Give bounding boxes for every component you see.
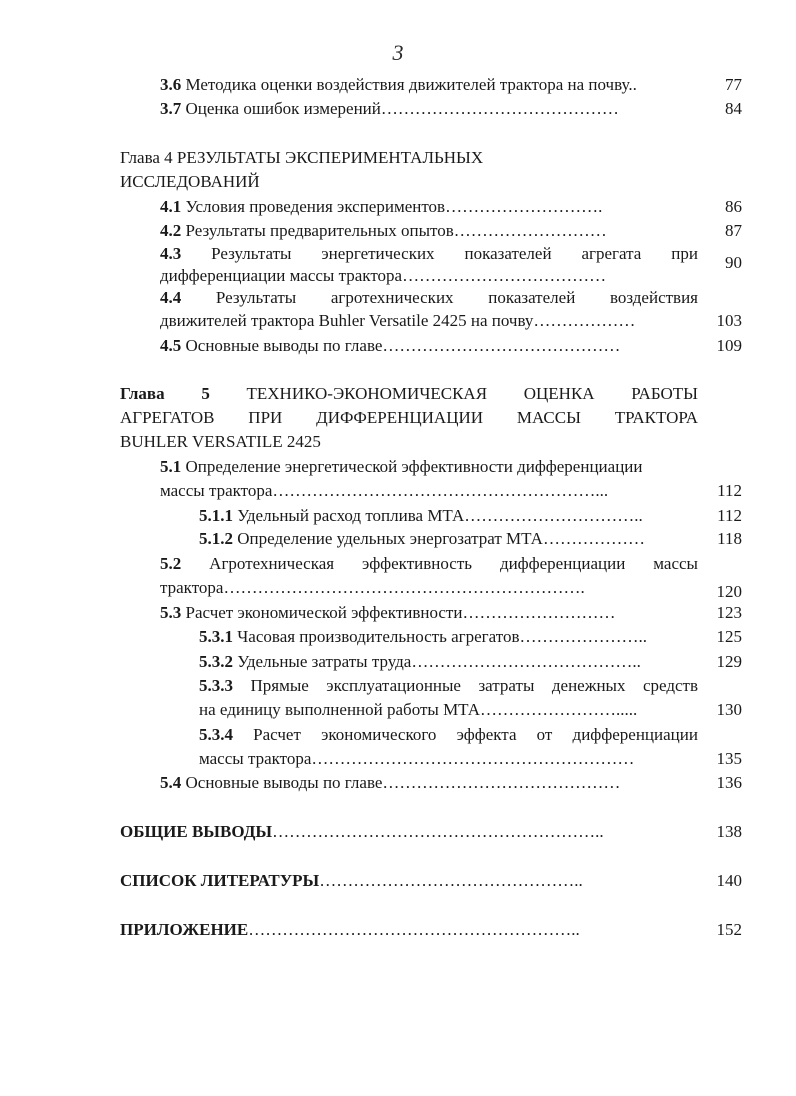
section-number: 5.3.2 (199, 652, 233, 671)
section-number: 5.3.4 (199, 725, 233, 744)
section-title: ОБЩИЕ ВЫВОДЫ (120, 822, 273, 841)
chapter-4-title-line-2: ИССЛЕДОВАНИЙ (120, 172, 260, 191)
word: при (671, 244, 698, 263)
toc-entry-5-1-2[interactable] (0, 527, 796, 551)
section-number: 5.1 (160, 457, 182, 476)
section-title: Расчет экономической эффективности……………………… (181, 603, 616, 622)
word: эффективность (362, 554, 473, 573)
toc-entry-5-3-3-cont (0, 698, 796, 722)
section-number: 5.1.1 (199, 506, 233, 525)
word: агротехнических (330, 288, 454, 307)
section-title-line-2: движителей трактора Buhler Versatile 2425 на почву……………… (160, 311, 636, 330)
page-ref: 87 (725, 221, 742, 240)
page-ref: 138 (716, 822, 742, 841)
page-ref: 152 (716, 920, 742, 939)
toc-entry-5-2-cont (0, 576, 796, 600)
page-ref: 118 (717, 529, 742, 548)
page-ref: 135 (716, 749, 742, 768)
word: затраты (478, 676, 535, 695)
toc-entry-5-3-4[interactable] (199, 723, 698, 747)
section-number: 3.6 (160, 75, 182, 94)
word: РАБОТЫ (631, 384, 698, 403)
word: воздействия (609, 288, 698, 307)
page-ref: 77 (725, 75, 742, 94)
word: Расчет (253, 725, 301, 744)
chapter-5-heading-line-1 (120, 382, 698, 406)
dot-leader: ………………………………………………….. (248, 920, 580, 939)
word: МАССЫ (516, 408, 581, 427)
page-ref: 112 (717, 481, 742, 500)
page-ref: 103 (716, 311, 742, 330)
word: энергетических (321, 244, 435, 263)
section-title-line-2: на единицу выполненной работы МТА……………………..... (199, 700, 638, 719)
section-title: ПРИЛОЖЕНИЕ (120, 920, 249, 939)
chapter-label: Глава (120, 384, 165, 403)
toc-entry-5-1-cont (0, 479, 796, 503)
chapter-number: 5 (201, 384, 210, 403)
toc-entry-literature[interactable] (0, 869, 796, 893)
section-number: 4.4 (160, 288, 182, 307)
section-number: 5.2 (160, 554, 182, 573)
toc-entry-4-3-page (0, 251, 796, 275)
page-ref: 125 (716, 627, 742, 646)
toc-entry-4-4[interactable] (160, 286, 698, 310)
section-number: 5.3 (160, 603, 182, 622)
word: ТЕХНИКО-ЭКОНОМИЧЕСКАЯ (246, 384, 488, 403)
page-ref: 130 (716, 700, 742, 719)
page-ref: 112 (717, 506, 742, 525)
word: экономического (321, 725, 437, 744)
word: денежных (551, 676, 626, 695)
toc-entry-3-6[interactable] (0, 73, 796, 97)
word: средств (642, 676, 698, 695)
toc-entry-5-3-1[interactable] (0, 625, 796, 649)
page-ref: 86 (725, 197, 742, 216)
word: ПРИ (248, 408, 283, 427)
section-title: Удельные затраты труда………………………………….. (233, 652, 641, 671)
word: ДИФФЕРЕНЦИАЦИИ (316, 408, 484, 427)
word: показателей (488, 288, 576, 307)
section-title-line-2: массы трактора………………………………………………… (199, 749, 635, 768)
page-ref: 123 (716, 603, 742, 622)
word: эксплуатационные (326, 676, 461, 695)
section-title: Основные выводы по главе…………………………………… (181, 773, 621, 792)
section-number: 5.4 (160, 773, 182, 792)
page-ref: 120 (716, 582, 742, 601)
word: эффекта (456, 725, 517, 744)
section-title: Результаты предварительных опытов……………………… (181, 221, 607, 240)
chapter-5-title-line-3: BUHLER VERSATILE 2425 (120, 432, 321, 451)
toc-entry-4-1[interactable] (0, 195, 796, 219)
toc-entry-appendix[interactable] (0, 918, 796, 942)
page-ref: 109 (716, 336, 742, 355)
word: показателей (464, 244, 552, 263)
dot-leader: ………………………………………………….. (272, 822, 604, 841)
word: Результаты (215, 288, 297, 307)
section-title: Определение удельных энергозатрат МТА……………… (233, 529, 645, 548)
word: Результаты (211, 244, 292, 263)
section-title: Методика оценки воздействия движителей трактора на почву.. (181, 75, 637, 94)
page-ref: 90 (725, 253, 742, 272)
word: Прямые (250, 676, 309, 695)
toc-entry-4-4-cont (0, 309, 796, 333)
section-title: Оценка ошибок измерений…………………………………… (181, 99, 619, 118)
section-number: 5.3.1 (199, 627, 233, 646)
toc-entry-5-1-1[interactable] (0, 504, 796, 528)
toc-entry-4-5[interactable] (0, 334, 796, 358)
chapter-4-heading-cont (120, 170, 260, 194)
section-number: 5.1.2 (199, 529, 233, 548)
section-title: Часовая производительность агрегатов………………….. (233, 627, 647, 646)
toc-entry-5-4[interactable] (0, 771, 796, 795)
section-title: Основные выводы по главе…………………………………… (181, 336, 621, 355)
chapter-5-heading-line-3 (120, 430, 321, 454)
section-number: 4.1 (160, 197, 182, 216)
word: дифференциации (572, 725, 698, 744)
word: ОЦЕНКА (523, 384, 595, 403)
word: массы (653, 554, 698, 573)
word: от (536, 725, 553, 744)
chapter-5-heading-line-2 (120, 406, 698, 430)
word: Агротехническая (209, 554, 335, 573)
toc-entry-4-2[interactable] (0, 219, 796, 243)
section-title: Определение энергетической эффективности дифференциации (181, 457, 643, 476)
dot-leader: ……………………………………….. (319, 871, 583, 890)
section-number: 5.3.3 (199, 676, 233, 695)
word: агрегата (581, 244, 642, 263)
page-number: 3 (392, 40, 404, 65)
page-ref: 129 (716, 652, 742, 671)
section-title: Удельный расход топлива МТА………………………….. (233, 506, 643, 525)
toc-entry-5-1[interactable] (0, 455, 796, 479)
toc-entry-5-3-4-cont (0, 747, 796, 771)
section-number: 4.2 (160, 221, 182, 240)
toc-entry-5-3[interactable] (0, 601, 796, 625)
word: ТРАКТОРА (614, 408, 698, 427)
section-number: 3.7 (160, 99, 182, 118)
toc-entry-5-2[interactable] (160, 552, 698, 576)
toc-entry-general-conclusions[interactable] (0, 820, 796, 844)
section-title-line-2: дифференциации массы трактора……………………………… (160, 266, 607, 285)
section-number: 4.5 (160, 336, 182, 355)
page-ref: 136 (716, 773, 742, 792)
word: дифференциации (499, 554, 626, 573)
section-title: Условия проведения экспериментов………………………. (181, 197, 603, 216)
chapter-4-title-line-1: Глава 4 РЕЗУЛЬТАТЫ ЭКСПЕРИМЕНТАЛЬНЫХ (120, 148, 484, 167)
toc-entry-5-3-3[interactable] (199, 674, 698, 698)
word: АГРЕГАТОВ (120, 408, 215, 427)
section-number: 4.3 (160, 244, 182, 263)
section-title-line-2: трактора………………………………………………………. (160, 578, 585, 597)
section-title: СПИСОК ЛИТЕРАТУРЫ (120, 871, 320, 890)
page-ref: 84 (725, 99, 742, 118)
chapter-4-heading (120, 146, 483, 170)
toc-entry-3-7[interactable] (0, 97, 796, 121)
section-title-line-2: массы трактора…………………………………………………... (160, 481, 609, 500)
page-ref: 140 (716, 871, 742, 890)
toc-entry-5-3-2[interactable] (0, 650, 796, 674)
